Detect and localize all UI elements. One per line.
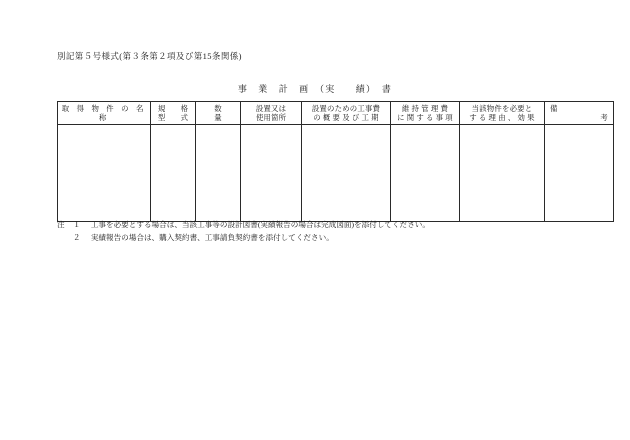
table-body	[58, 125, 614, 222]
column-header-spec-model: 規 格 型 式	[151, 102, 196, 125]
notes-label: 注	[57, 220, 65, 229]
note-number-1: １	[72, 220, 81, 229]
column-header-maintenance-cost: 維 持 管 理 費 に 関 す る 事 項	[391, 102, 460, 125]
column-header-remarks: 備 考	[545, 102, 614, 125]
note-item-2	[57, 232, 597, 245]
cell-spec-model[interactable]	[151, 125, 196, 222]
cell-construction-cost[interactable]	[302, 125, 391, 222]
column-header-quantity: 数 量	[196, 102, 241, 125]
column-header-location: 設置又は 使用箇所	[241, 102, 302, 125]
form-number: 別記第５号様式(第３条第２項及び第15条関係)	[57, 51, 242, 61]
column-header-name: 取 得 物 件 の 名 称	[58, 102, 151, 125]
column-header-construction-cost: 設置のための工事費 の 概 要 及 び 工 期	[302, 102, 391, 125]
cell-reason-effect[interactable]	[460, 125, 545, 222]
note-text-1: 工事を必要とする場合は、当該工事等の設計図書(実績報告の場合は完成図面)を添付してください。	[90, 220, 430, 229]
cell-name[interactable]	[58, 125, 151, 222]
cell-remarks[interactable]	[545, 125, 614, 222]
table-row	[58, 125, 614, 222]
notes-section	[57, 219, 597, 245]
plan-table	[57, 101, 614, 222]
note-number-2: ２	[72, 232, 81, 242]
cell-quantity[interactable]	[196, 125, 241, 222]
note-text-2: 実績報告の場合は、購入契約書、工事請負契約書を添付してください。	[90, 232, 334, 242]
table-header	[58, 102, 614, 125]
table-header-row	[58, 102, 614, 125]
cell-maintenance-cost[interactable]	[391, 125, 460, 222]
column-header-reason-effect: 当該物件を必要と す る 理 由 、 効 果	[460, 102, 545, 125]
cell-location[interactable]	[241, 125, 302, 222]
note-item-1	[57, 219, 597, 232]
page-title: 事 業 計 画 （実 績） 書	[237, 84, 393, 94]
